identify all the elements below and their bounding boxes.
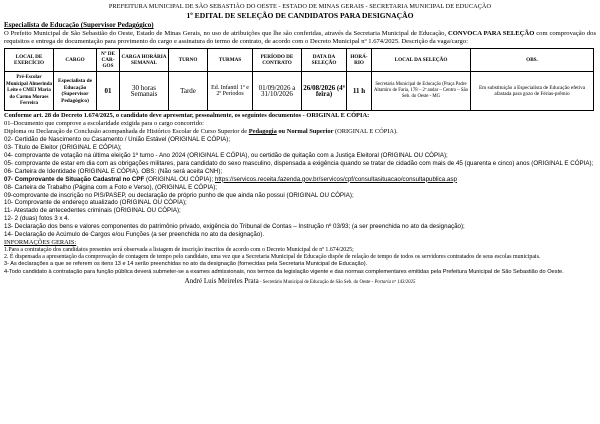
- cell-cargo: Especialista de Educação (Supervisor Pedagógico): [54, 72, 97, 111]
- intro-paragraph: [4, 30, 596, 46]
- col-turmas: TURMAS: [208, 49, 253, 72]
- col-periodo: PERÍODO DE CONTRATO: [253, 49, 302, 72]
- cell-local-selecao: Secretaria Municipal de Educação (Praça Padre Altamiro de Faria, 178 – 2º andar – Centro – São Seb. do Oeste - MG: [372, 72, 471, 111]
- doc-item-12: 12- 2 (duas) fotos 3 x 4.: [4, 215, 70, 223]
- doc-item-07: [4, 176, 596, 184]
- ou-label: ou: [276, 128, 287, 136]
- doc-item-10: 10- Comprovante de endereço atualizado (ORIGINAL OU CÓPIA);: [4, 199, 187, 207]
- conformity-statement: Conforme art. 28 do Decreto 1.674/2025, o candidato deve apresentar, pessoalmente, os seguintes documentos - ORIGINAL E CÓPIA:: [4, 112, 370, 120]
- doc-item-07-text: (ORIGINAL OU CÓPIA);: [144, 175, 215, 183]
- col-horario: HORÁ-RIO: [347, 49, 372, 72]
- col-local-selecao: LOCAL DA SELEÇÃO: [372, 49, 471, 72]
- cell-carga: 30 horas Semanais: [120, 72, 169, 111]
- doc-item-09: 09-comprovante de inscrição no PIS/PASEP, ou declaração de próprio punho de que ainda não possui (ORIGINAL OU CÓPIA);: [4, 191, 354, 199]
- col-turno: TURNO: [169, 49, 208, 72]
- signatory-role: - Secretário Municipal de Educação de São Seb. do Oeste -: [258, 279, 375, 285]
- edital-title: 1º EDITAL DE SELEÇÃO DE CANDIDATOS PARA DESIGNAÇÃO: [186, 11, 414, 20]
- doc-item-01: 01–Documento que comprove a escolaridade exigida para o cargo concorrido:: [4, 120, 204, 128]
- doc-item-01-suffix: (ORIGINAL E CÓPIA).: [333, 128, 398, 136]
- info-item-3: 3- As declarações a que se referem os itens 13 e 14 serão preenchidas no ato da designação (fornecidas pela Secretaria Municipal de Educação).: [4, 261, 368, 268]
- cell-numero: 01: [97, 72, 120, 111]
- doc-item-08: 08- Carteira de Trabalho (Página com a Foto e Verso), (ORIGINAL E CÓPIA);: [4, 183, 217, 191]
- cpf-consultation-link[interactable]: https://servicos.receita.fazenda.gov.br/servicos/cpf/consultasituacao/consultapublica.asp: [214, 175, 457, 183]
- cell-turno: Tarde: [169, 72, 208, 111]
- doc-item-04: 04- comprovante de votação na última eleição 1º turno - Ano 2024 (ORIGINAL E CÓPIA), ou certidão de quitação com a Justiça Eleitoral (ORIGINAL OU CÓPIA);: [4, 152, 448, 160]
- table-header-row: [5, 49, 594, 72]
- doc-item-01-text: Diploma ou Declaração de Conclusão acompanhada de Histórico Escolar de Curso Superior de: [4, 128, 249, 136]
- cell-periodo: 01/09/2026 a 31/10/2026: [253, 72, 302, 111]
- doc-item-03: 03- Título de Eleitor (ORIGINAL E CÓPIA);: [4, 144, 122, 152]
- cell-data: 26/08/2026 (4ª feira): [302, 72, 347, 111]
- position-subtitle: Especialista de Educação (Supervisor Pedagógico): [4, 21, 154, 29]
- cell-horario: 11 h: [347, 72, 372, 111]
- col-carga: CARGA HORÁRIA SEMANAL: [120, 49, 169, 72]
- doc-item-07-bold: 07- Comprovante de Situação Cadastral no CPF: [4, 175, 145, 183]
- edital-page: [4, 3, 596, 287]
- signature-line: [4, 277, 596, 287]
- cell-turmas: Ed. Infantil 1º e 2º Períodos: [208, 72, 253, 111]
- info-item-1: 1.Para a contratação dos candidatos presentes será observada a listagem de inscrição inscritos de acordo com o Decreto Municipal de nº 1.674/2025;: [4, 247, 354, 253]
- col-data: DATA DA SELEÇÃO: [302, 49, 347, 72]
- doc-item-02: 02- Certidão de Nascimento ou Casamento / União Estável (ORIGINAL E CÓPIA);: [4, 136, 231, 144]
- col-numero: Nº DE CAR-GOS: [97, 49, 120, 72]
- doc-item-01-detail: [4, 128, 596, 136]
- intro-text: O Prefeito Municipal de São Sebastião do Oeste, Estado de Minas Gerais, no uso de atribuições que lhe são conferidas, através da Secretaria Municipal de Educação,: [4, 30, 447, 37]
- header-line: PREFEITURA MUNICIPAL DE SÃO SEBASTIÃO DO OESTE - ESTADO DE MINAS GERAIS - SECRETARIA MUNICIPAL DE EDUCAÇÃO: [108, 3, 492, 10]
- table-row: [5, 72, 594, 111]
- info-item-4: 4-Todo candidato à contratação para função pública deverá submeter-se a exames admissionais, nos termos da legislação vigente e das normas complementares emitidas pela Prefeitura Municipal de São Sebastião do Oeste.: [4, 268, 564, 275]
- doc-item-13: 13- Declaração dos bens e valores componentes do patrimônio privado, exigência do Tribunal de Contas – Instrução nº 03/93; (a ser preenchida no ato da designação);: [4, 223, 465, 231]
- doc-item-06: 06- Carteira de Identidade (ORIGINAL E CÓPIA). OBS: (Não será aceita CNH);: [4, 167, 223, 175]
- cell-obs: Em substituição a Especialista de Educação efetiva afastada para gozo de Férias-prêmio: [471, 72, 594, 111]
- intro-bold: CONVOCA PARA SELEÇÃO: [448, 30, 535, 37]
- info-item-2: 2. É dispensada a apresentação da comprovação de contagem de tempo pelo candidato, uma vez que a Secretaria Municipal de Educação dispõe de relação de tempo de todos os servidores contratados de seus escolas municipais.: [4, 254, 541, 261]
- col-local: LOCAL DE EXERCÍCIO: [5, 49, 54, 72]
- intro-text-2: com comprovação dos requisitos e entrega de documentação para provimento do cargo e assinatura do termo de contrato, de acordo com o Decreto Municipal nº 1.674/2025. Descrição da vaga/cargo:: [4, 30, 597, 46]
- col-obs: OBS.: [471, 49, 594, 72]
- pedagogia-label: Pedagogia: [248, 128, 277, 136]
- portaria-ref: Portaria nº 143/2025: [374, 279, 416, 285]
- normal-superior-label: Normal Superior: [286, 128, 334, 136]
- info-title: INFORMAÇÕES GERAIS:: [4, 239, 77, 246]
- cell-local: Pré-Escolar Municipal Almerinda Leite e CMEI Maria do Carmo Moraes Ferreira: [5, 72, 54, 111]
- col-cargo: CARGO: [54, 49, 97, 72]
- doc-item-05: 05- comprovante de estar em dia com as obrigações militares, para candidato do sexo masculino, dispensada a exigência quando se tratar de cidadão com mais de 45 (quarenta e cinco) anos (ORIGINAL E CÓPIA);: [4, 159, 594, 167]
- vacancy-table: [4, 48, 594, 111]
- signatory-name: André Luis Meireles Prata: [184, 276, 259, 285]
- doc-item-14: 14- Declaração de Acúmulo de Cargos e/ou Funções (a ser preenchida no ato da designação).: [4, 231, 265, 239]
- doc-item-11: 11- Atestado de antecedentes criminais (ORIGINAL OU CÓPIA);: [4, 207, 181, 215]
